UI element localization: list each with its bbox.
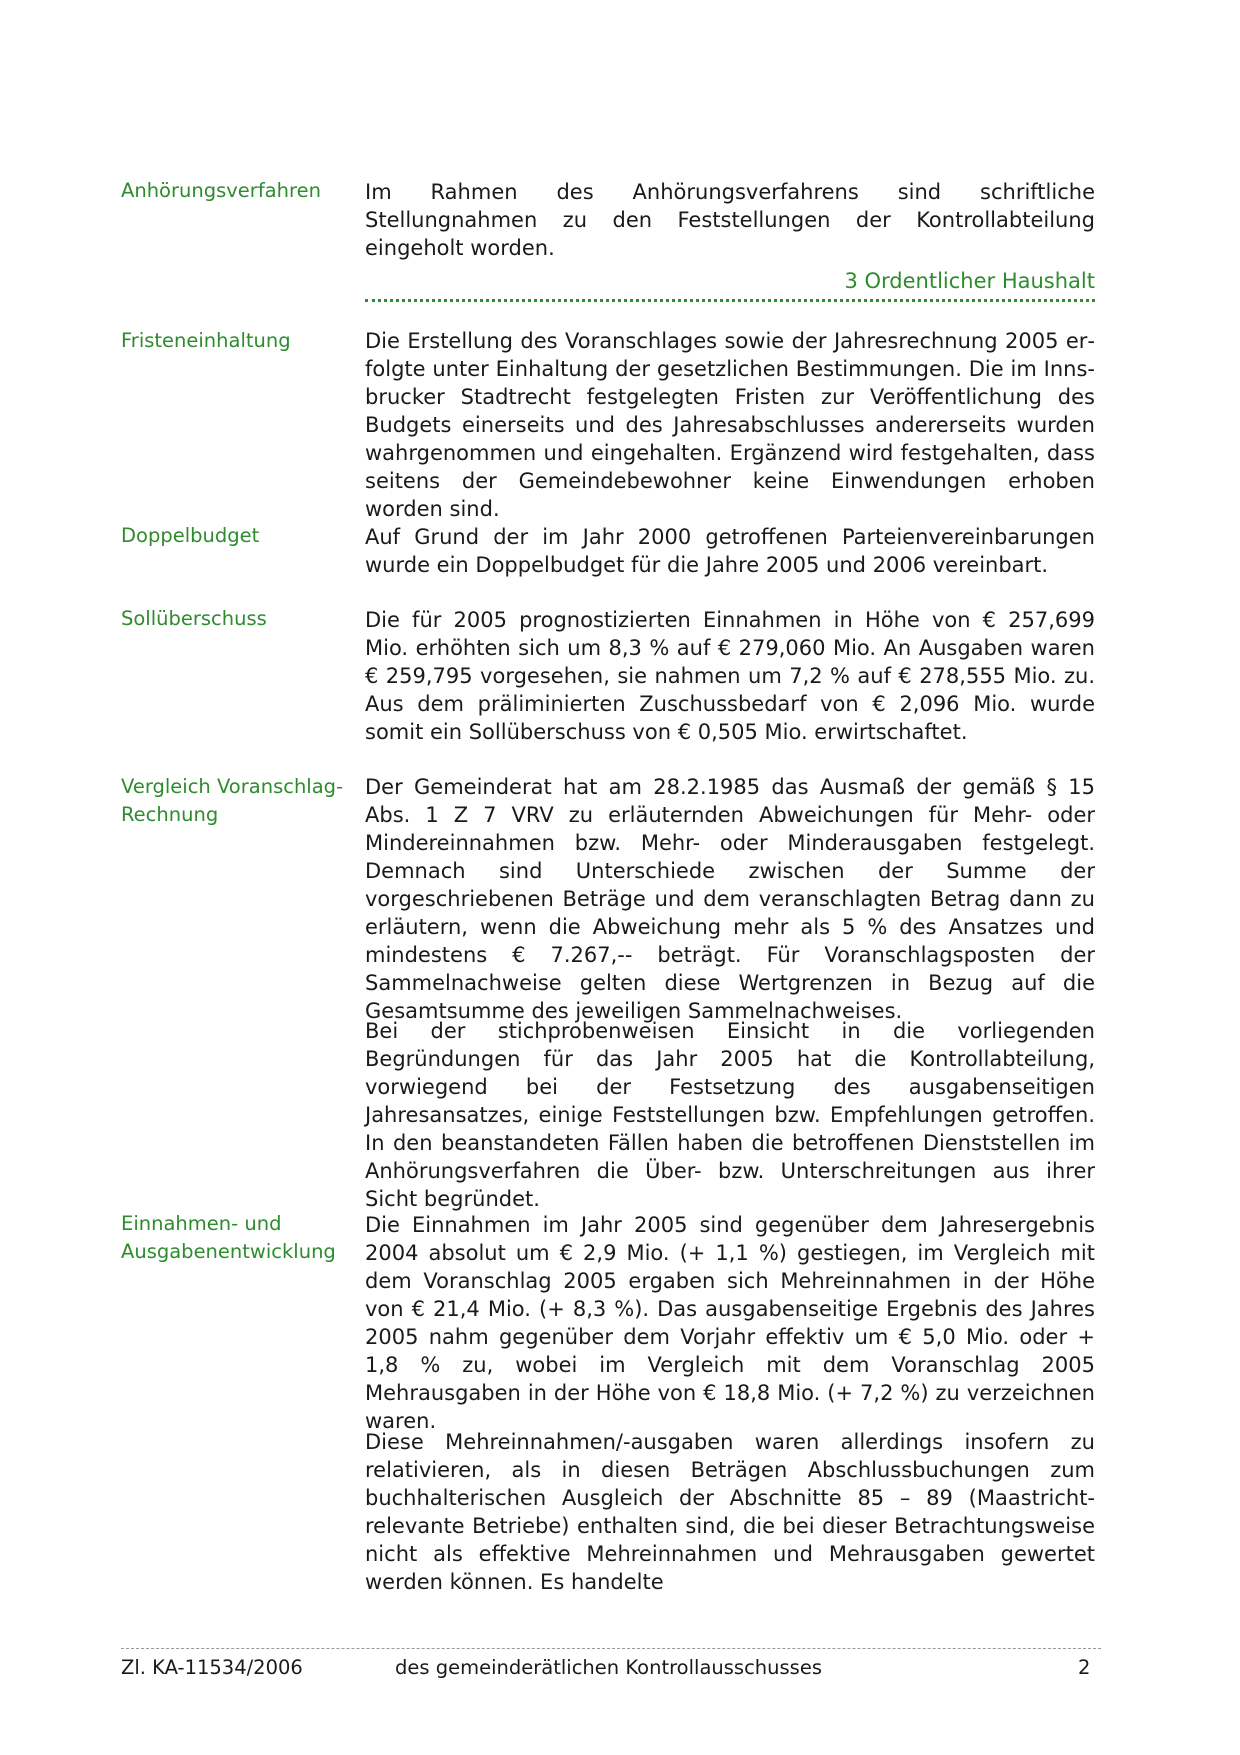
heading-divider	[365, 299, 1095, 302]
section-vergleich-voranschlag-rechnung-2	[365, 1017, 1095, 1213]
section-einnahmen-ausgabenentwicklung-2	[365, 1428, 1095, 1596]
side-label-einnahmen-ausgabenentwicklung: Einnahmen- und Ausgabenentwicklung	[121, 1212, 336, 1263]
paragraph: Die Erstellung des Voranschlages sowie der Jahresrechnung 2005 erfolgte unter Einhaltung der gesetzlichen Bestimmungen. Die im Innsbrucker Stadtrecht festgelegten Fristen zur Veröffentlichung des Budgets einerseits und des Jahresabschlusses andererseits wurden wahrgenommen und eingehalten. Ergänzend wird festgehalten, dass seitens der Gemeindebewohner keine Einwendungen erhoben worden sind.	[365, 329, 1095, 521]
section-doppelbudget	[365, 523, 1095, 579]
section-anhoerungsverfahren	[365, 178, 1095, 262]
paragraph: Auf Grund der im Jahr 2000 getroffenen Parteienvereinbarungen wurde ein Doppelbudget für die Jahre 2005 und 2006 vereinbart.	[365, 525, 1095, 577]
side-label-fristeneinhaltung: Fristeneinhaltung	[121, 329, 291, 352]
section-vergleich-voranschlag-rechnung	[365, 773, 1095, 1025]
paragraph: Die Einnahmen im Jahr 2005 sind gegenüber dem Jahresergebnis 2004 absolut um € 2,9 Mio. (+ 1,1 %) gestiegen, im Vergleich mit dem Voranschlag 2005 ergaben sich Mehreinnahmen in der Höhe von € 21,4 Mio. (+ 8,3 %). Das ausgabenseitige Ergebnis des Jahres 2005 nahm gegenüber dem Vorjahr effektiv um € 5,0 Mio. oder + 1,8 % zu, wobei im Vergleich mit dem Voranschlag 2005 Mehrausgaben in der Höhe von € 18,8 Mio. (+ 7,2 %) zu verzeichnen waren.	[365, 1213, 1095, 1433]
section-einnahmen-ausgabenentwicklung	[365, 1211, 1095, 1435]
footer-reference: Zl. KA-11534/2006	[121, 1656, 303, 1679]
chapter-heading: 3 Ordentlicher Haushalt	[844, 269, 1095, 293]
paragraph: Diese Mehreinnahmen/-ausgaben waren allerdings insofern zu relativieren, als in diesen Beträgen Abschlussbuchungen zum buchhalterischen Ausgleich der Abschnitte 85 – 89 (Maastricht-relevante Betriebe) enthalten sind, die bei dieser Betrachtungsweise nicht als effektive Mehreinnahmen und Mehrausgaben gewertet werden können. Es handelte	[365, 1430, 1095, 1594]
section-fristeneinhaltung	[365, 327, 1095, 523]
side-label-sollueberschuss: Sollüberschuss	[121, 607, 267, 630]
page-number: 2	[1078, 1656, 1091, 1679]
paragraph: Bei der stichprobenweisen Einsicht in die vorliegenden Begründungen für das Jahr 2005 hat die Kontrollabteilung, vorwiegend bei der Festsetzung des ausgabenseitigen Jahresansatzes, einige Feststellungen bzw. Empfehlungen getroffen. In den beanstandeten Fällen haben die betroffenen Dienststellen im Anhörungsverfahren die Über- bzw. Unterschreitungen aus ihrer Sicht begründet.	[365, 1019, 1095, 1211]
side-label-doppelbudget: Doppelbudget	[121, 524, 260, 547]
side-label-anhoerungsverfahren: Anhörungsverfahren	[121, 179, 321, 202]
footer-divider	[121, 1648, 1101, 1649]
side-label-vergleich-voranschlag-rechnung: Vergleich Voranschlag-Rechnung	[121, 775, 344, 826]
paragraph: Im Rahmen des Anhörungsverfahrens sind schriftliche Stellungnahmen zu den Feststellungen der Kontrollabteilung eingeholt worden.	[365, 180, 1095, 260]
section-sollueberschuss	[365, 606, 1095, 746]
footer-title: des gemeinderätlichen Kontrollausschusses	[395, 1656, 822, 1679]
paragraph: Der Gemeinderat hat am 28.2.1985 das Ausmaß der gemäß § 15 Abs. 1 Z 7 VRV zu erläuternden Abweichungen für Mehr- oder Mindereinnahmen bzw. Mehr- oder Minderausgaben festgelegt. Demnach sind Unterschiede zwischen der Summe der vorgeschriebenen Beträge und dem veranschlagten Betrag dann zu erläutern, wenn die Abweichung mehr als 5 % des Ansatzes und mindestens € 7.267,-- beträgt. Für Voranschlagsposten der Sammelnachweise gelten diese Wertgrenzen in Bezug auf die Gesamtsumme des jeweiligen Sammelnachweises.	[365, 775, 1095, 1023]
paragraph: Die für 2005 prognostizierten Einnahmen in Höhe von € 257,699 Mio. erhöhten sich um 8,3 % auf € 279,060 Mio. An Ausgaben waren € 259,795 vorgesehen, sie nahmen um 7,2 % auf € 278,555 Mio. zu. Aus dem präliminierten Zuschussbedarf von € 2,096 Mio. wurde somit ein Sollüberschuss von € 0,505 Mio. erwirtschaftet.	[365, 608, 1095, 744]
